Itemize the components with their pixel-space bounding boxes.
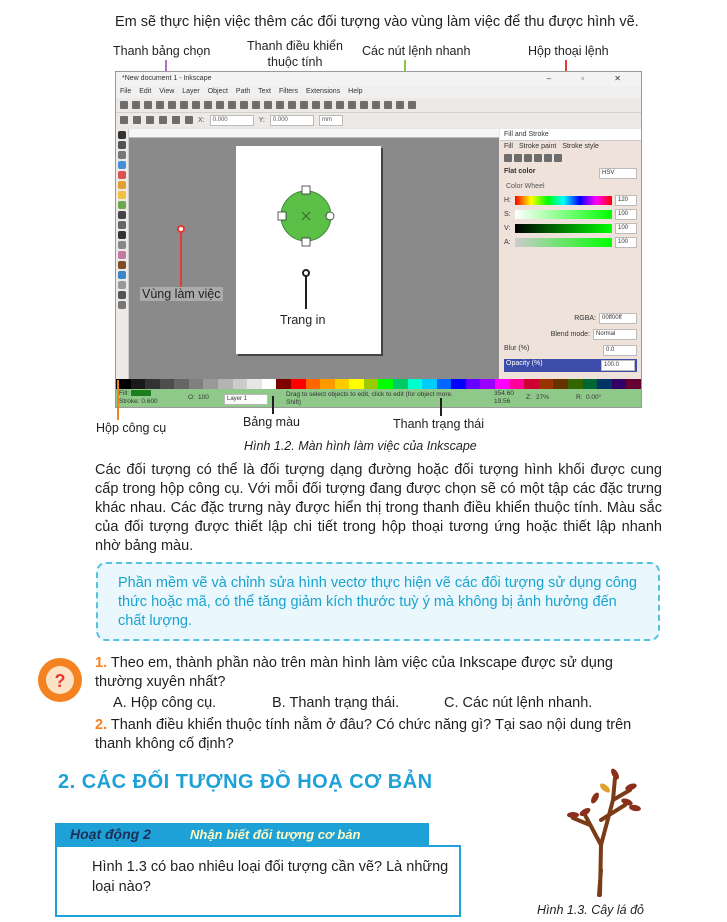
layer-select[interactable]: Layer 1 (224, 394, 268, 405)
x-label: X: (198, 116, 205, 124)
zoom-icon[interactable] (252, 101, 260, 109)
channel-v-slider[interactable] (515, 224, 612, 233)
eraser-tool-icon[interactable] (118, 251, 126, 259)
label-page: Trang in (280, 313, 326, 327)
rgba-field[interactable]: 00ff00ff (599, 313, 637, 324)
palette-swatch[interactable] (335, 379, 350, 389)
palette-swatch[interactable] (480, 379, 495, 389)
rotation-value[interactable]: 0.00° (586, 394, 602, 401)
blur-label: Blur (%) (504, 345, 530, 352)
palette-swatch[interactable] (553, 379, 568, 389)
palette-swatch[interactable] (597, 379, 612, 389)
channel-a-value[interactable]: 100 (615, 237, 637, 248)
q1-option-a: A. Hộp công cụ. (113, 695, 217, 711)
clone-icon[interactable] (300, 101, 308, 109)
3d-box-tool-icon[interactable] (118, 171, 126, 179)
palette-swatch[interactable] (451, 379, 466, 389)
question-icon (38, 658, 82, 702)
activity-subtitle: Nhận biết đối tượng cơ bản (190, 827, 361, 842)
stroke-width: 0.600 (141, 398, 158, 405)
question-2 (95, 716, 660, 754)
palette-swatch[interactable] (393, 379, 408, 389)
pointer-page (305, 273, 307, 309)
swatch-icon[interactable] (554, 154, 562, 162)
label-palette: Bảng màu (243, 415, 300, 429)
raise-icon[interactable] (172, 116, 180, 124)
y-label: Y: (258, 116, 265, 124)
zoom-value[interactable]: 27% (536, 394, 550, 401)
print-icon[interactable] (156, 101, 164, 109)
palette-swatch[interactable] (568, 379, 583, 389)
export-icon[interactable] (180, 101, 188, 109)
new-icon[interactable] (120, 101, 128, 109)
copy-icon[interactable] (216, 101, 224, 109)
spiral-tool-icon[interactable] (118, 201, 126, 209)
zoom-drawing-icon[interactable] (264, 101, 272, 109)
tab-fill[interactable]: Fill (504, 143, 513, 150)
gradient-tool-icon[interactable] (118, 271, 126, 279)
palette-swatch[interactable] (510, 379, 525, 389)
pointer-toolbox (117, 380, 119, 420)
text-icon[interactable] (360, 101, 368, 109)
palette-swatch[interactable] (276, 379, 291, 389)
zoom-tool-icon[interactable] (118, 151, 126, 159)
toolbox (116, 129, 129, 379)
palette-swatch[interactable] (378, 379, 393, 389)
label-dialog: Hộp thoại lệnh (528, 44, 609, 58)
measure-tool-icon[interactable] (118, 301, 126, 309)
question-2-text: Thanh điều khiển thuộc tính nằm ở đâu? Có chức năng gì? Tại sao nội dung trên thanh không cố định? (95, 717, 632, 752)
rect-tool-icon[interactable] (118, 161, 126, 169)
channel-v-label: V: (504, 225, 511, 232)
palette-swatch[interactable] (189, 379, 204, 389)
flip-h-icon[interactable] (146, 116, 154, 124)
blend-label: Blend mode: (550, 331, 590, 338)
palette-swatch[interactable] (145, 379, 160, 389)
palette-swatch[interactable] (408, 379, 423, 389)
preferences-icon[interactable] (408, 101, 416, 109)
palette-swatch[interactable] (291, 379, 306, 389)
paste-icon[interactable] (240, 101, 248, 109)
channel-v-value[interactable]: 100 (615, 223, 637, 234)
palette-swatch[interactable] (364, 379, 379, 389)
rgba-label: RGBA: (574, 315, 596, 322)
cursor-x: 354.60 (494, 390, 514, 397)
palette-swatch[interactable] (539, 379, 554, 389)
dropper-tool-icon[interactable] (118, 281, 126, 289)
channel-s-value[interactable]: 100 (615, 209, 637, 220)
label-workspace: Vùng làm việc (142, 287, 221, 301)
status-opacity[interactable]: 100 (198, 394, 209, 401)
paint-type-row (500, 152, 641, 164)
channel-a-slider[interactable] (515, 238, 612, 247)
spray-tool-icon[interactable] (118, 241, 126, 249)
intro-text: Em sẽ thực hiện việc thêm các đối tượng vào vùng làm việc để thu được hình vẽ. (115, 14, 639, 30)
palette-swatch[interactable] (320, 379, 335, 389)
palette-swatch[interactable] (174, 379, 189, 389)
palette-swatch[interactable] (131, 379, 146, 389)
unit-select[interactable]: mm (319, 115, 343, 126)
star-tool-icon[interactable] (118, 191, 126, 199)
palette-swatch[interactable] (306, 379, 321, 389)
zoom-label: Z: (526, 394, 532, 401)
menu-path[interactable]: Path (235, 88, 251, 95)
status-message: Drag to select objects to edit, click to edit (for object more. Shift) (286, 391, 453, 406)
align-icon[interactable] (396, 101, 404, 109)
import-icon[interactable] (168, 101, 176, 109)
text-tool-icon[interactable] (118, 231, 126, 239)
status-stroke-label: Stroke: (119, 398, 140, 405)
palette-swatch[interactable] (612, 379, 627, 389)
channel-h-value[interactable]: 120 (615, 195, 637, 206)
pen-tool-icon[interactable] (118, 221, 126, 229)
x-field[interactable]: 0.000 (210, 115, 254, 126)
channel-h-slider[interactable] (515, 196, 612, 205)
open-icon[interactable] (132, 101, 140, 109)
status-o-label: O: (188, 394, 195, 401)
color-wheel-toggle[interactable]: Color Wheel (506, 183, 545, 190)
layers-icon[interactable] (372, 101, 380, 109)
color-palette[interactable] (116, 379, 641, 389)
linear-gradient-icon[interactable] (524, 154, 532, 162)
red-leaf-tree (555, 760, 650, 900)
palette-swatch[interactable] (218, 379, 233, 389)
palette-swatch[interactable] (437, 379, 452, 389)
figure-caption-1-2: Hình 1.2. Màn hình làm việc của Inkscape (244, 439, 477, 453)
horizontal-ruler (129, 129, 499, 138)
cursor-y: 19.56 (494, 398, 511, 405)
no-paint-icon[interactable] (504, 154, 512, 162)
menu-file[interactable]: File (120, 88, 132, 95)
ellipse-tool-icon[interactable] (118, 181, 126, 189)
menu-view[interactable]: View (159, 88, 175, 95)
blend-select[interactable]: Normal (593, 329, 637, 340)
y-field[interactable]: 0.000 (270, 115, 314, 126)
palette-swatch[interactable] (160, 379, 175, 389)
palette-swatch[interactable] (203, 379, 218, 389)
body-paragraph: Các đối tượng có thể là đối tượng dạng đường hoặc đối tượng hình khối được cung cấp trong hộp công cụ. Với mỗi đối tượng đang được chọn sẽ có một tập các đặc trưng khác nhau. Các đặc trưng này được hiển thị trong thanh điều khiển thuộc tính. Màu sắc của đối tượng được thiết lập chi tiết trong hộp thoại tương ứng hoặc thiết lập nhanh nhờ bảng màu. (95, 462, 662, 554)
menu-edit[interactable]: Edit (139, 88, 152, 95)
question-1-text: Theo em, thành phần nào trên màn hình làm việc của Inkscape được sử dụng thường xuyên nhất? (95, 655, 613, 690)
cut-icon[interactable] (228, 101, 236, 109)
label-shortcuts: Các nút lệnh nhanh (362, 44, 471, 58)
q1-option-b: B. Thanh trạng thái. (272, 695, 400, 711)
palette-swatch[interactable] (626, 379, 641, 389)
bucket-tool-icon[interactable] (118, 261, 126, 269)
rotate-cw-icon[interactable] (133, 116, 141, 124)
tab-stroke-paint[interactable]: Stroke paint (518, 143, 557, 150)
flip-v-icon[interactable] (159, 116, 167, 124)
color-mode-select[interactable]: HSV (599, 168, 637, 179)
ungroup-icon[interactable] (336, 101, 344, 109)
opacity-label: Opacity (%) (506, 360, 543, 367)
channel-h-label: H: (504, 197, 511, 204)
menu-extensions[interactable]: Extensions (305, 88, 341, 95)
pointer-workspace (180, 228, 182, 288)
q1-option-c: C. Các nút lệnh nhanh. (444, 695, 593, 711)
palette-swatch[interactable] (524, 379, 539, 389)
figure-caption-1-3: Hình 1.3. Cây lá đỏ (537, 903, 645, 917)
window-title: *New document 1 - Inkscape (122, 75, 212, 82)
undo-icon[interactable] (192, 101, 200, 109)
title-bar (116, 72, 641, 86)
fill-stroke-dialog (500, 129, 641, 379)
palette-swatch[interactable] (466, 379, 481, 389)
status-fill-label: Fill: (119, 390, 130, 397)
label-property-bar: Thanh điều khiển thuộc tính (247, 39, 343, 69)
label-toolbox: Hộp công cụ (96, 421, 167, 435)
tab-stroke-style[interactable]: Stroke style (562, 143, 599, 150)
activity-text: Hình 1.3 có bao nhiêu loại đối tượng cần vẽ? Là những loại nào? (92, 859, 449, 895)
radial-gradient-icon[interactable] (534, 154, 542, 162)
opacity-field[interactable]: 100.0 (601, 360, 635, 371)
status-bar (116, 389, 641, 407)
group-icon[interactable] (324, 101, 332, 109)
zoom-page-icon[interactable] (276, 101, 284, 109)
activity-title: Hoạt động 2 (70, 826, 151, 842)
pointer-status (440, 398, 442, 416)
node-tool-icon[interactable] (118, 141, 126, 149)
question-1-number: 1. (95, 655, 108, 671)
channel-s-slider[interactable] (515, 210, 612, 219)
commands-bar (116, 98, 641, 113)
lower-icon[interactable] (185, 116, 193, 124)
palette-swatch[interactable] (495, 379, 510, 389)
connector-tool-icon[interactable] (118, 291, 126, 299)
pencil-tool-icon[interactable] (118, 211, 126, 219)
menu-help[interactable]: Help (348, 88, 363, 95)
menu-text[interactable]: Text (258, 88, 271, 95)
unlink-icon[interactable] (312, 101, 320, 109)
property-bar (116, 113, 641, 127)
dock-tab[interactable]: Fill and Stroke (500, 129, 641, 141)
palette-swatch[interactable] (233, 379, 248, 389)
fill-swatch[interactable] (131, 390, 151, 396)
flat-color-label: Flat color (504, 168, 536, 175)
palette-swatch[interactable] (247, 379, 262, 389)
blur-field[interactable]: 0.0 (603, 345, 637, 356)
selector-tool-icon[interactable] (118, 131, 126, 139)
label-status: Thanh trạng thái (393, 417, 485, 431)
question-2-number: 2. (95, 717, 108, 733)
fill-stroke-icon[interactable] (348, 101, 356, 109)
palette-swatch[interactable] (583, 379, 598, 389)
window-controls[interactable]: ‒ ▫ ✕ (546, 74, 635, 83)
channel-s-label: S: (504, 211, 511, 218)
menu-layer[interactable]: Layer (182, 88, 200, 95)
redo-icon[interactable] (204, 101, 212, 109)
inkscape-window (115, 71, 642, 408)
menu-bar (116, 86, 641, 98)
pointer-palette (272, 396, 274, 414)
label-menu-bar: Thanh bảng chọn (113, 44, 211, 58)
menu-filters[interactable]: Filters (278, 88, 298, 95)
palette-swatch[interactable] (422, 379, 437, 389)
pattern-icon[interactable] (544, 154, 552, 162)
pointer-page-dot (302, 269, 310, 277)
color-sliders (500, 195, 641, 248)
canvas-workspace[interactable] (129, 138, 499, 379)
flat-color-icon[interactable] (514, 154, 522, 162)
channel-a-label: A: (504, 239, 511, 246)
pointer-workspace-dot (177, 225, 185, 233)
section-heading: 2. CÁC ĐỐI TƯỢNG ĐỒ HOẠ CƠ BẢN (58, 771, 433, 793)
xml-editor-icon[interactable] (384, 101, 392, 109)
rotate-ccw-icon[interactable] (120, 116, 128, 124)
rotation-label: R: (576, 394, 583, 401)
palette-swatch[interactable] (262, 379, 277, 389)
question-1 (95, 654, 660, 692)
duplicate-icon[interactable] (288, 101, 296, 109)
save-icon[interactable] (144, 101, 152, 109)
svg-text:?: ? (54, 671, 66, 691)
menu-object[interactable]: Object (207, 88, 228, 95)
palette-swatch[interactable] (349, 379, 364, 389)
note-text: Phần mềm vẽ và chỉnh sửa hình vectơ thực hiện vẽ các đối tượng sử dụng công thức hoặc mã, có thể tăng giảm kích thước tuỳ ý mà không bị ảnh hưởng đến chất lượng. (118, 575, 637, 629)
